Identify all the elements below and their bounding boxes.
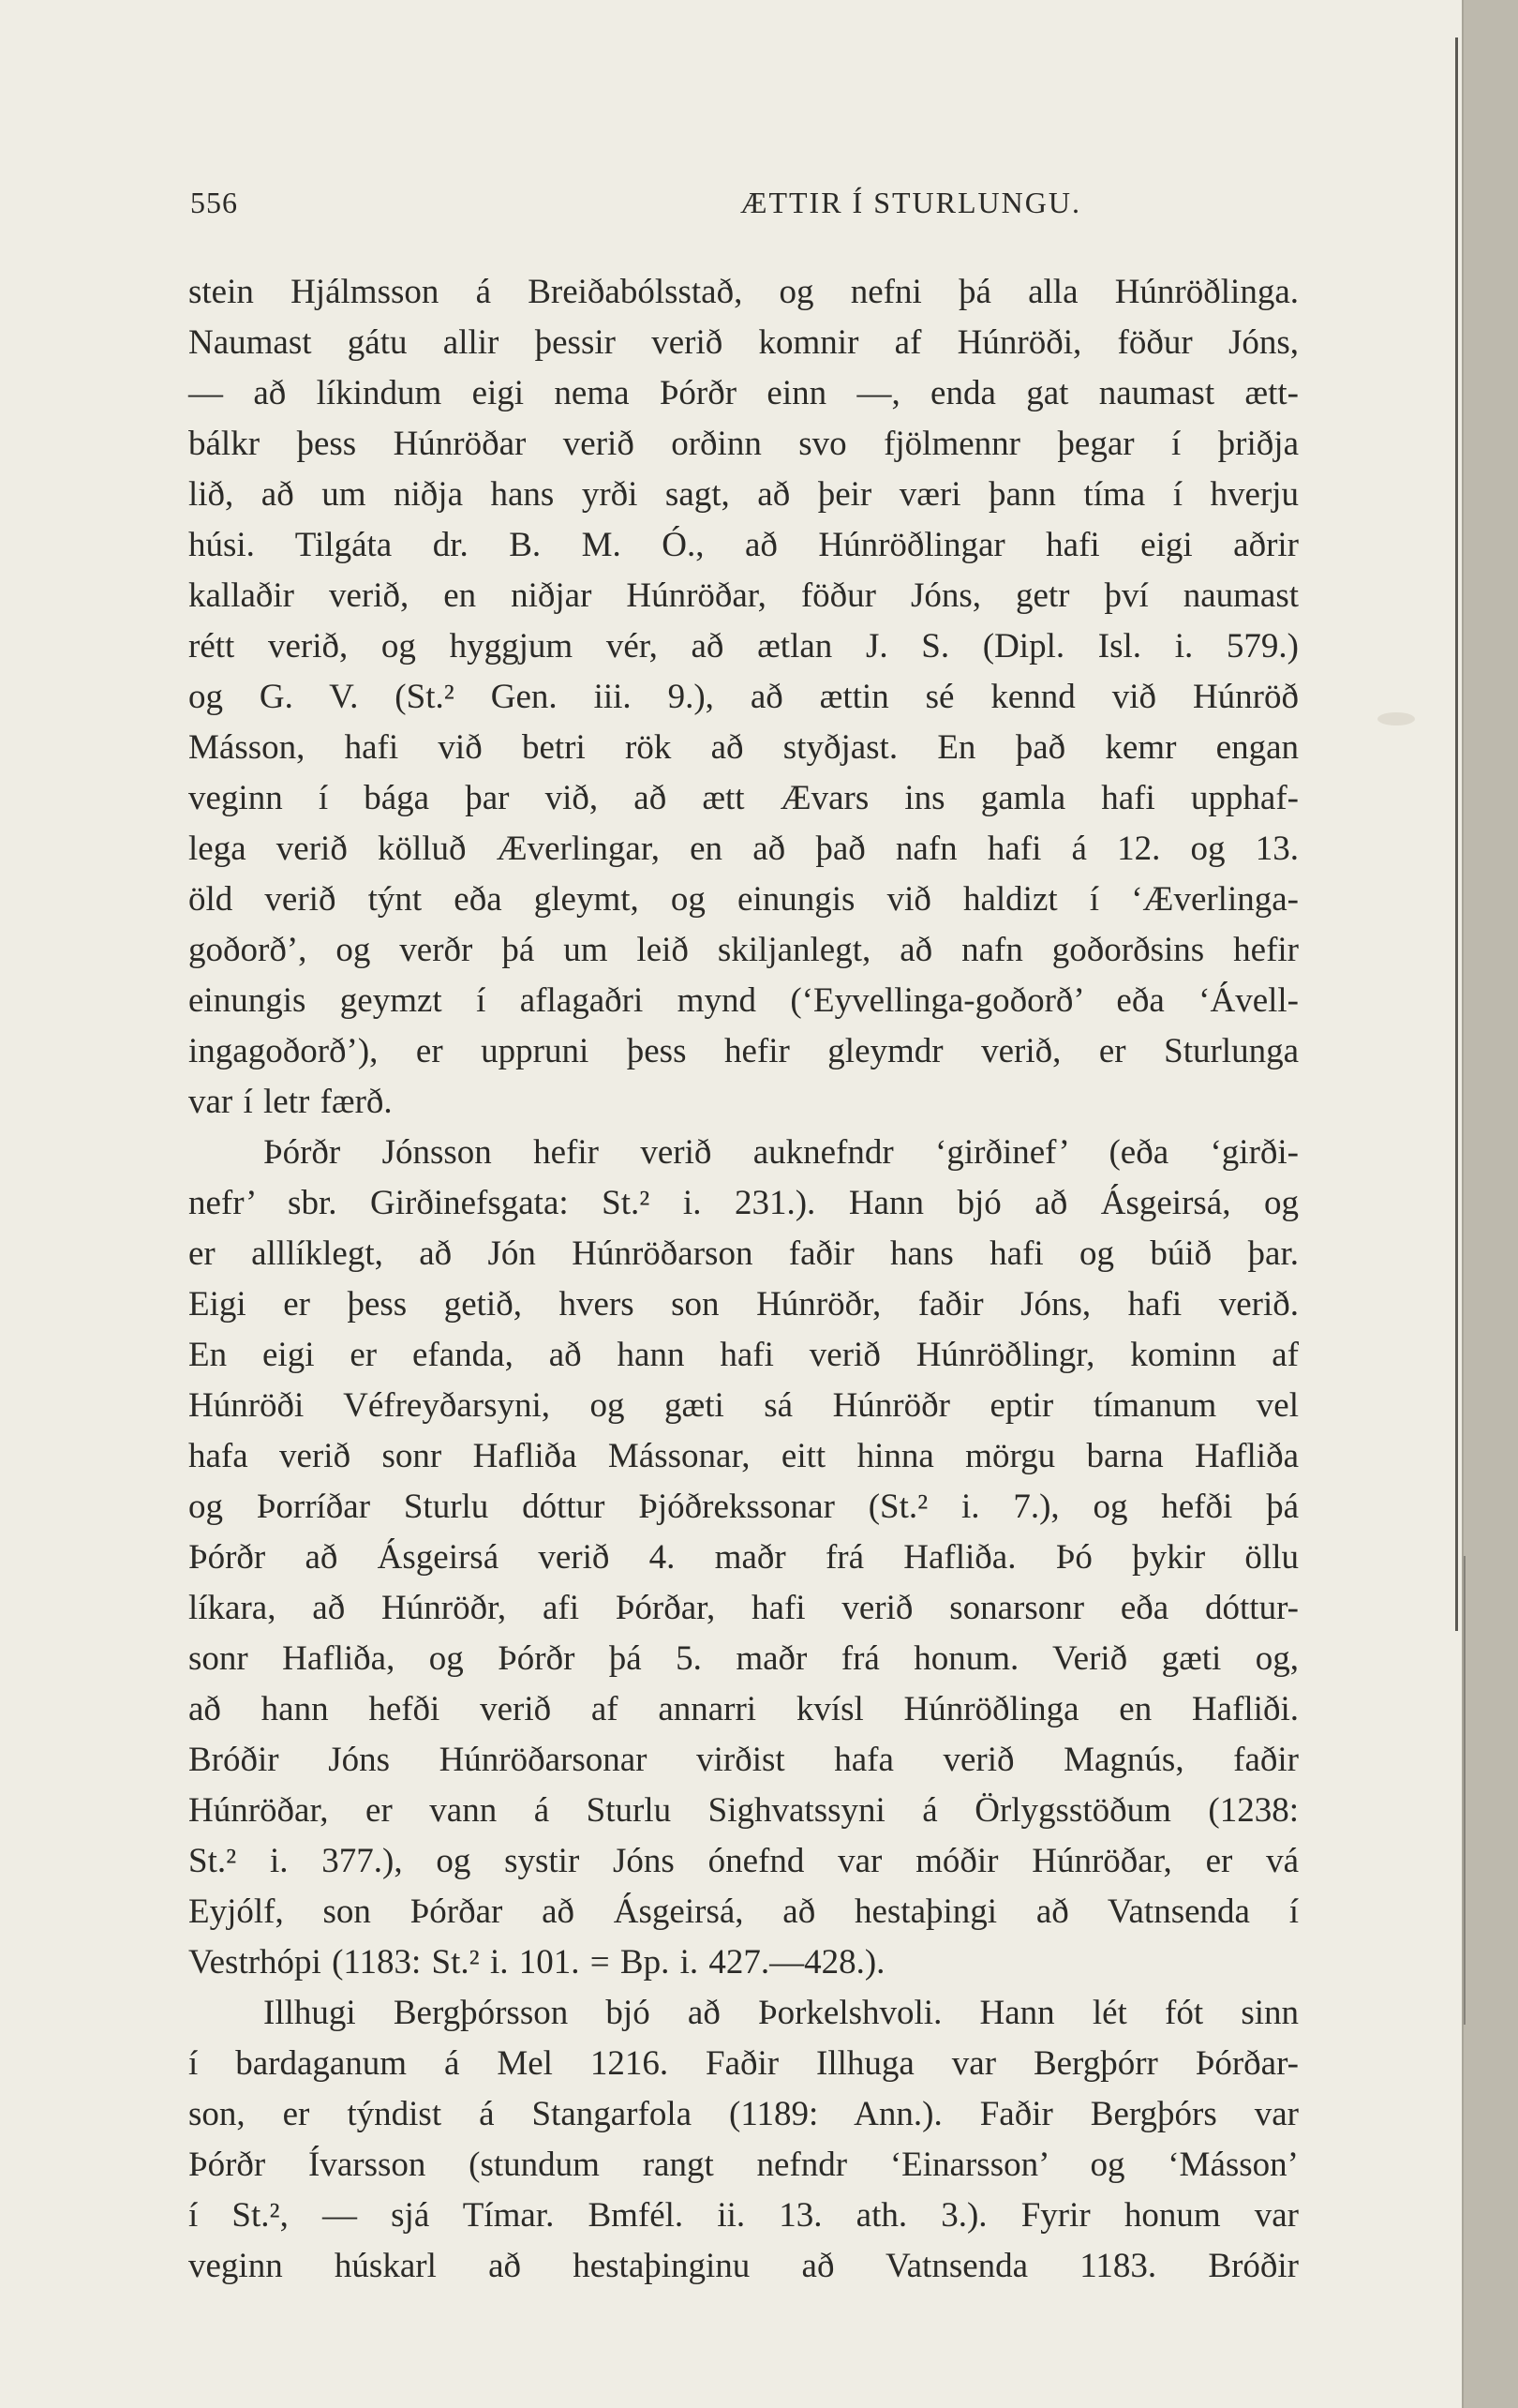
text-line: var í letr færð. xyxy=(188,1083,393,1121)
page-number: 556 xyxy=(190,186,238,219)
text-line: líkara, að Húnröðr, afi Þórðar, hafi verið sonarsonr eða dóttur- xyxy=(188,1589,1299,1627)
text-line: Húnröði Véfreyðarsyni, og gæti sá Húnröðr eptir tímanum vel xyxy=(188,1386,1299,1425)
text-line: veginn húskarl að hestaþinginu að Vatnsenda 1183. Bróðir xyxy=(188,2247,1299,2285)
text-line: Vestrhópi (1183: St.² i. 101. = Bp. i. 427.—428.). xyxy=(188,1943,886,1982)
text-line: En eigi er efanda, að hann hafi verið Húnröðlingr, kominn af xyxy=(188,1336,1299,1374)
text-line: ingagoðorð’), er uppruni þess hefir gleymdr verið, er Sturlunga xyxy=(188,1032,1299,1070)
text-line: Naumast gátu allir þessir verið komnir af Húnröði, föður Jóns, xyxy=(188,323,1299,362)
text-line: Eigi er þess getið, hvers son Húnröðr, faðir Jóns, hafi verið. xyxy=(188,1285,1299,1324)
text-line: stein Hjálmsson á Breiðabólsstað, og nefni þá alla Húnröðlinga. xyxy=(188,273,1299,311)
text-line: — að líkindum eigi nema Þórðr einn —, enda gat naumast ætt- xyxy=(188,374,1299,412)
text-line: veginn í bága þar við, að ætt Ævars ins gamla hafi upphaf- xyxy=(188,779,1299,817)
text-line: Þórðr Jónsson hefir verið auknefndr ‘girðinef’ (eða ‘girði- xyxy=(263,1133,1299,1172)
text-line: einungis geymzt í aflagaðri mynd (‘Eyvellinga-goðorð’ eða ‘Ávell- xyxy=(188,981,1299,1020)
text-line: son, er týndist á Stangarfola (1189: Ann.). Faðir Bergþórs var xyxy=(188,2095,1299,2133)
text-line: húsi. Tilgáta dr. B. M. Ó., að Húnröðlingar hafi eigi aðrir xyxy=(188,526,1299,564)
text-line: Þórðr Ívarsson (stundum rangt nefndr ‘Einarsson’ og ‘Másson’ xyxy=(188,2146,1299,2184)
text-line: Illhugi Bergþórsson bjó að Þorkelshvoli. Hann lét fót sinn xyxy=(263,1994,1299,2032)
text-line: hafa verið sonr Hafliða Mássonar, eitt hinna mörgu barna Hafliða xyxy=(188,1437,1299,1475)
text-line: Másson, hafi við betri rök að styðjast. En það kemr engan xyxy=(188,728,1299,767)
margin-rule xyxy=(1455,37,1458,1631)
text-line: nefr’ sbr. Girðinefsgata: St.² i. 231.). Hann bjó að Ásgeirsá, og xyxy=(188,1184,1299,1222)
text-line: öld verið týnt eða gleymt, og einungis við haldizt í ‘Æverlinga- xyxy=(188,880,1299,919)
text-line: og G. V. (St.² Gen. iii. 9.), að ættin sé kennd við Húnröð xyxy=(188,678,1299,716)
text-line: er alllíklegt, að Jón Húnröðarson faðir hans hafi og búið þar. xyxy=(188,1234,1299,1273)
text-line: St.² i. 377.), og systir Jóns ónefnd var móðir Húnröðar, er vá xyxy=(188,1842,1299,1880)
text-line: kallaðir verið, en niðjar Húnröðar, föður Jóns, getr því naumast xyxy=(188,576,1299,615)
text-line: bálkr þess Húnröðar verið orðinn svo fjölmennr þegar í þriðja xyxy=(188,425,1299,463)
text-line: Bróðir Jóns Húnröðarsonar virðist hafa verið Magnús, faðir xyxy=(188,1741,1299,1779)
text-line: í bardaganum á Mel 1216. Faðir Illhuga var Bergþórr Þórðar- xyxy=(188,2044,1299,2083)
text-line: í St.², — sjá Tímar. Bmfél. ii. 13. ath. 3.). Fyrir honum var xyxy=(188,2196,1299,2235)
text-line: lega verið kölluð Æverlingar, en að það nafn hafi á 12. og 13. xyxy=(188,830,1299,868)
body-text xyxy=(188,267,1299,2292)
text-line: sonr Hafliða, og Þórðr þá 5. maðr frá honum. Verið gæti og, xyxy=(188,1639,1299,1678)
text-line: og Þorríðar Sturlu dóttur Þjóðrekssonar (St.² i. 7.), og hefði þá xyxy=(188,1488,1299,1526)
paper-stain xyxy=(1377,712,1415,725)
text-line: goðorð’, og verðr þá um leið skiljanlegt, að nafn goðorðsins hefir xyxy=(188,931,1299,969)
text-line: Eyjólf, son Þórðar að Ásgeirsá, að hestaþingi að Vatnsenda í xyxy=(188,1892,1299,1931)
margin-rule-lower xyxy=(1464,1556,1466,2025)
text-line: Húnröðar, er vann á Sturlu Sighvatssyni á Örlygsstöðum (1238: xyxy=(188,1791,1299,1830)
text-line: rétt verið, og hyggjum vér, að ætlan J. S. (Dipl. Isl. i. 579.) xyxy=(188,627,1299,666)
running-title: ÆTTIR Í STURLUNGU. xyxy=(740,186,1081,219)
page-edge xyxy=(1462,0,1518,2408)
text-line: að hann hefði verið af annarri kvísl Húnröðlinga en Hafliði. xyxy=(188,1690,1299,1728)
text-line: lið, að um niðja hans yrði sagt, að þeir væri þann tíma í hverju xyxy=(188,475,1299,514)
text-line: Þórðr að Ásgeirsá verið 4. maðr frá Hafliða. Þó þykir öllu xyxy=(188,1538,1299,1577)
